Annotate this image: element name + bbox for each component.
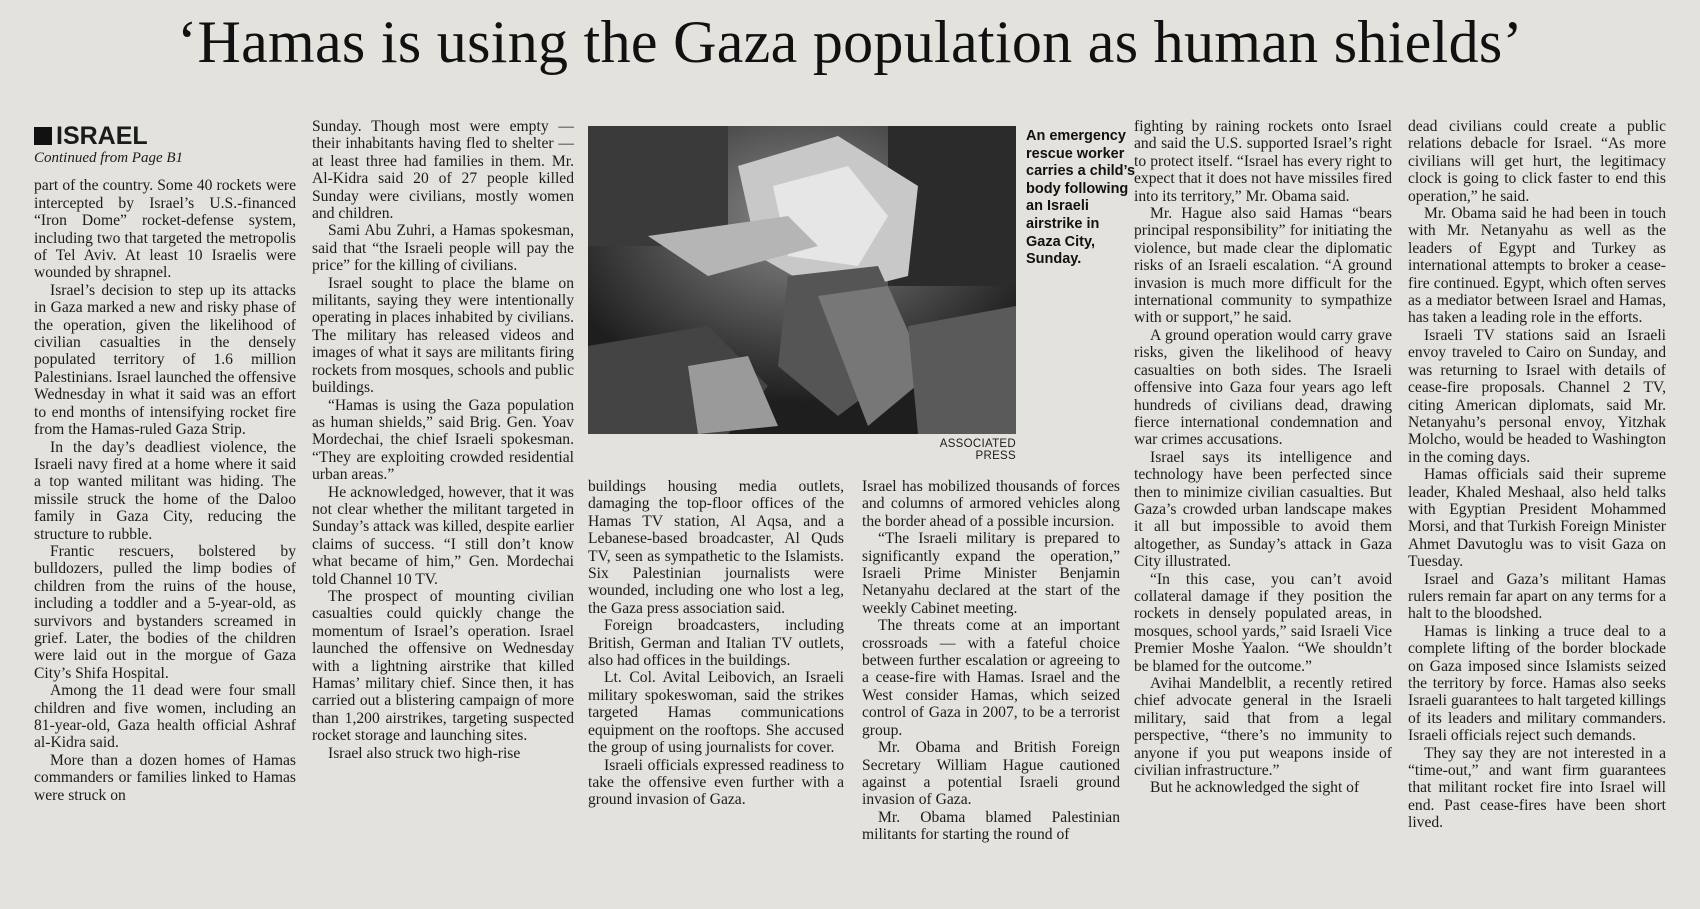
- paragraph: But he acknowledged the sight of: [1150, 779, 1360, 797]
- continued-line: Continued from Page B1: [34, 150, 184, 166]
- paragraph: Israel’s decision to step up its attacks in Gaza marked a new and risky phase of the operation, given the likelihood of civilian casualties in the densely populated territory of 1.6 million Palestinians. Israel launched the offensive Wednesday in what it said was an effort to end months of intensifying rocket fire from the Hamas-ruled Gaza Strip.: [34, 281, 296, 439]
- article-column-1: [34, 118, 296, 804]
- paragraph: He acknowledged, however, that it was not clear whether the militant targeted in Sunday’s attack was killed, despite earlier claims of success. “I still don’t know what became of him,” Gen. Mordechai told Channel 10 TV.: [312, 483, 574, 588]
- paragraph: Israeli TV stations said an Israeli envoy traveled to Cairo on Sunday, and was returning to Israel with details of cease-fire proposals. Channel 2 TV, citing American diplomats, said Mr. Netanyahu’s personal envoy, Yitzhak Molcho, would be headed to Washington in the coming days.: [1408, 326, 1666, 466]
- paragraph: They say they are not interested in a “time-out,” and want firm guarantees that militant rocket fire into Israel will end. Past cease-fires have been short lived.: [1408, 744, 1666, 832]
- paragraph: “Hamas is using the Gaza population as human shields,” said Brig. Gen. Yoav Mordechai, the chief Israeli spokesman. “They are exploiting crowded residential urban areas.”: [312, 396, 574, 484]
- paragraph: dead civilians could create a public relations debacle for Israel. “As more civilians will get hurt, the legitimacy clock is going to click faster to end this operation,” he said.: [1408, 118, 1666, 205]
- paragraph: Frantic rescuers, bolstered by bulldozers, pulled the limp bodies of children from the ruins of the house, including a toddler and a 5-year-old, as survivors and bystanders screamed in grief. Later, the bodies of the children were laid out in the morgue of Gaza City’s Shifa Hospital.: [34, 542, 296, 682]
- paragraph: Israel says its intelligence and technology have been perfected since then to minimize civilian casualties. But Gaza’s crowded urban landscape makes it all but impossible to avoid them altogether, as Sunday’s attack in Gaza City illustrated.: [1134, 448, 1392, 571]
- photo-caption: An emergency rescue worker carries a child’s body following an Israeli airstrike in Gaza City, Sunday.: [1026, 128, 1136, 268]
- paragraph: Israel sought to place the blame on militants, saying they were intentionally operating in places inhabited by civilians. The military has released videos and images of what it says are militants firing rockets from mosques, schools and public buildings.: [312, 274, 574, 397]
- section-tag: [34, 122, 296, 150]
- paragraph: Hamas is linking a truce deal to a complete lifting of the border blockade on Gaza imposed since Islamists seized the territory by force. Hamas also seeks Israeli guarantees to halt targeted killings of its leaders and military commanders. Israeli officials reject such demands.: [1408, 622, 1666, 745]
- paragraph: A ground operation would carry grave risks, given the likelihood of heavy casualties on both sides. The Israeli offensive into Gaza four years ago left hundreds of civilians dead, drawing fierce international condemnation and war crimes accusations.: [1134, 326, 1392, 449]
- section-square-icon: [34, 127, 52, 145]
- paragraph: More than a dozen homes of Hamas commanders or families linked to Hamas were struck on: [34, 751, 296, 804]
- article-column-6: [1408, 118, 1666, 832]
- headline: ‘Hamas is using the Gaza population as human shields’: [177, 9, 1523, 75]
- paragraph: “In this case, you can’t avoid collateral damage if they position the rockets in densely populated areas, in mosques, school yards,” said Israeli Vice Premier Moshe Yaalon. “We shouldn’t be blamed for the outcome.”: [1134, 570, 1392, 675]
- paragraph: Israel has mobilized thousands of forces and columns of armored vehicles along the border ahead of a possible incursion.: [862, 478, 1120, 530]
- paragraph: Israel and Gaza’s militant Hamas rulers remain far apart on any terms for a halt to the bloodshed.: [1408, 570, 1666, 623]
- paragraph: Israel also struck two high-rise: [328, 744, 521, 762]
- paragraph: Avihai Mandelblit, a recently retired chief advocate general in the Israeli military, said that from a legal perspective, “there’s no immunity to anyone if you put weapons inside of civilian infrastructure.”: [1134, 675, 1392, 780]
- paragraph: “The Israeli military is prepared to significantly expand the operation,” Israeli Prime Minister Benjamin Netanyahu declared at the start of the weekly Cabinet meeting.: [862, 530, 1120, 617]
- photo-credit: ASSOCIATED PRESS: [939, 438, 1016, 462]
- paragraph: Sunday. Though most were empty — their inhabitants having fled to shelter — at least three had families in them. Mr. Al-Kidra said 20 of 27 people killed Sunday were civilians, mostly women and children.: [312, 118, 574, 223]
- paragraph: The threats come at an important crossroads — with a fateful choice between further escalation or agreeing to a cease-fire with Hamas. Israel and the West consider Hamas, which seized control of Gaza in 2007, to be a terrorist group.: [862, 617, 1120, 739]
- paragraph: The prospect of mounting civilian casualties could quickly change the momentum of Israel’s operation. Israel launched the offensive on Wednesday with a lightning airstrike that killed Hamas’ military chief. Since then, it has carried out a blistering campaign of more than 1,200 airstrikes, targeting suspected rocket storage and launching sites.: [312, 587, 574, 745]
- paragraph: Mr. Obama blamed Palestinian militants for starting the round of: [862, 808, 1120, 844]
- article-column-4: [862, 478, 1120, 844]
- section-tag-label: ISRAEL: [56, 122, 148, 150]
- article-column-5: [1134, 118, 1392, 797]
- paragraph: Mr. Hague also said Hamas “bears principal responsibility” for initiating the violence, but made clear the diplomatic risks of an Israeli escalation. “A ground invasion is much more difficult for the international community to sympathize with or support,” he said.: [1134, 205, 1392, 327]
- article-column-2: [312, 118, 574, 762]
- paragraph: Israeli officials expressed readiness to take the offensive even further with a ground invasion of Gaza.: [588, 756, 844, 809]
- paragraph: Mr. Obama and British Foreign Secretary William Hague cautioned against a potential Israeli ground invasion of Gaza.: [862, 739, 1120, 809]
- paragraph: fighting by raining rockets onto Israel and said the U.S. supported Israel’s right to protect itself. “Israel has every right to expect that it does not have missiles fired into its territory,” Mr. Obama said.: [1134, 118, 1392, 205]
- paragraph: Among the 11 dead were four small children and five women, including an 81-year-old, Gaza health official Ashraf al-Kidra said.: [34, 682, 296, 752]
- article-column-3: [588, 478, 844, 809]
- paragraph: Hamas officials said their supreme leader, Khaled Meshaal, also held talks with Egyptian President Mohammed Morsi, and that Turkish Foreign Minister Ahmet Davutoglu was to visit Gaza on Tuesday.: [1408, 466, 1666, 571]
- paragraph: Sami Abu Zuhri, a Hamas spokesman, said that “the Israeli people will pay the price” for the killing of civilians.: [312, 222, 574, 275]
- paragraph: part of the country. Some 40 rockets were intercepted by Israel’s U.S.-financed “Iron Dome” rocket-defense system, including two that targeted the metropolis of Tel Aviv. At least 10 Israelis were wounded by shrapnel.: [34, 177, 296, 282]
- paragraph: In the day’s deadliest violence, the Israeli navy fired at a home where it said a top wanted militant was hiding. The missile struck the home of the Daloo family in Gaza City, reducing the structure to rubble.: [34, 438, 296, 543]
- news-photo: [588, 126, 1016, 434]
- paragraph: Lt. Col. Avital Leibovich, an Israeli military spokeswoman, said the strikes targeted Hamas communications equipment on the rooftops. She accused the group of using journalists for cover.: [588, 669, 844, 757]
- paragraph: Mr. Obama said he had been in touch with Mr. Netanyahu as well as the leaders of Egypt and Turkey as international attempts to broker a cease-fire continued. Egypt, which often serves as a mediator between Israel and Hamas, has taken a leading role in the efforts.: [1408, 205, 1666, 327]
- paragraph: Foreign broadcasters, including British, German and Italian TV outlets, also had offices in the buildings.: [588, 617, 844, 670]
- paragraph: buildings housing media outlets, damaging the top-floor offices of the Hamas TV station, Al Aqsa, and a Lebanese-based broadcaster, Al Quds TV, seen as sympathetic to the Islamists. Six Palestinian journalists were wounded, including one who lost a leg, the Gaza press association said.: [588, 478, 844, 617]
- rescue-worker-photo-icon: [588, 126, 1016, 434]
